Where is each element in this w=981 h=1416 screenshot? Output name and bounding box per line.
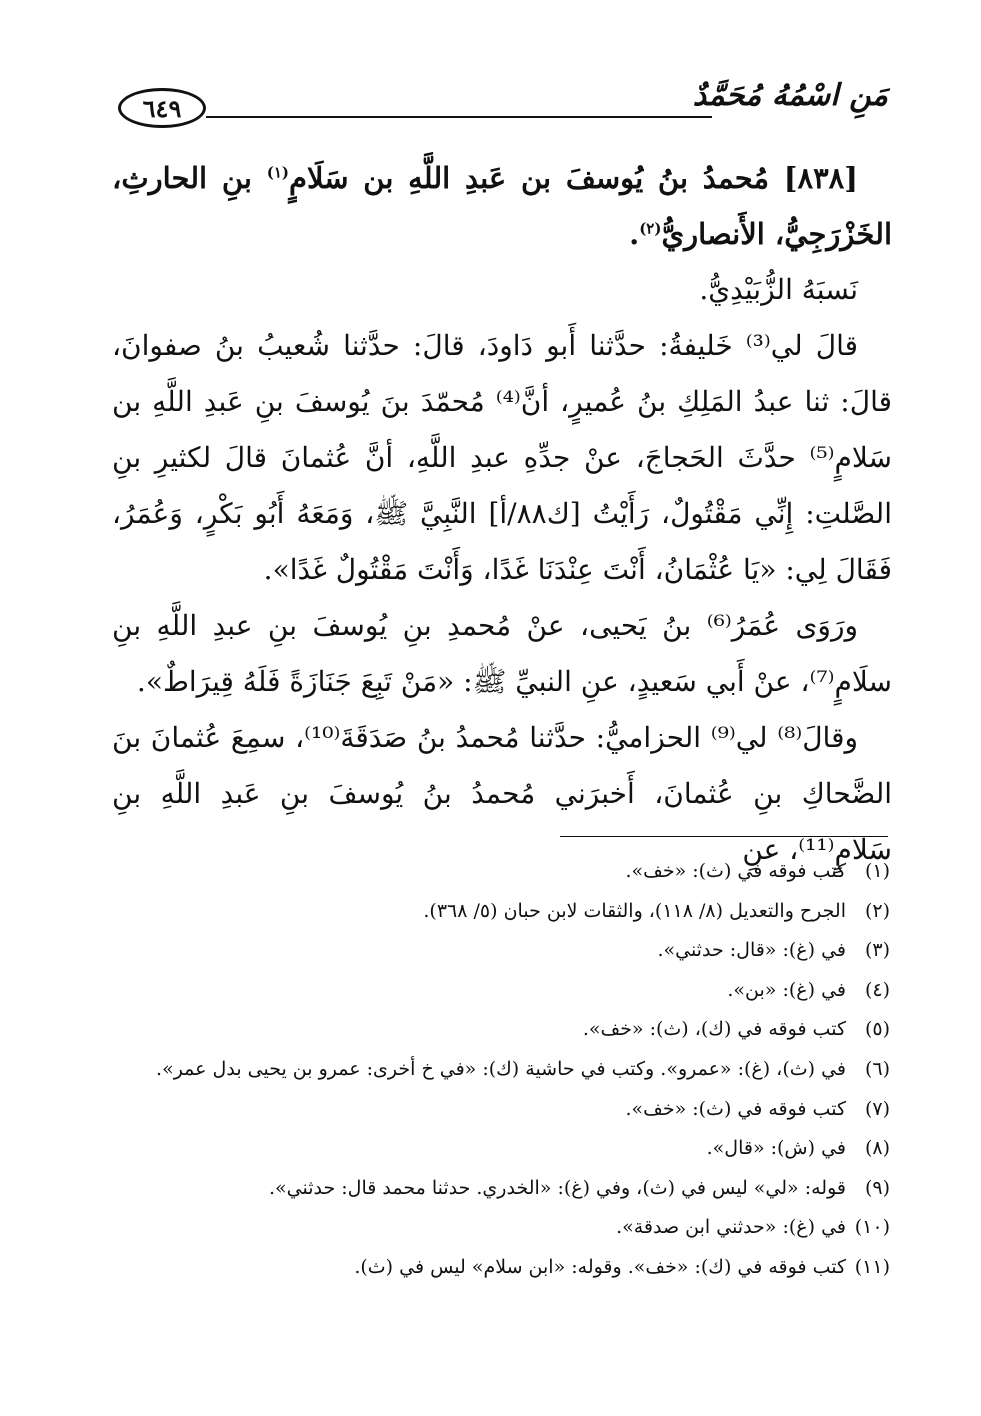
footnote-text: في (ش): «قال». <box>706 1137 846 1160</box>
footnote-ref: (٢) <box>639 219 662 238</box>
footnote-text: الجرح والتعديل (٨/ ١١٨)، والثقات لابن حبان (٥/ ٣٦٨). <box>423 899 846 922</box>
paragraph-lineage: نَسبَهُ الزُّبَيْدِيُّ. <box>699 273 858 306</box>
footnote-text: كتب فوقه في (ك): «خف». وقوله: «ابن سلام» ليس في (ث). <box>354 1255 846 1278</box>
entry-name-part2: بنِ الحارثِ، الخَزْرَجِيُّ، الأَنصاريُّ <box>112 161 892 251</box>
footnote-item <box>100 971 890 1011</box>
footnote-number: (٤) <box>864 978 890 1001</box>
footnote-item <box>100 1208 890 1248</box>
footnote-item <box>100 1248 890 1288</box>
footnote-number: (٢) <box>864 899 890 922</box>
running-title: مَنِ اسْمُهُ مُحَمَّدٌ <box>692 78 888 113</box>
footnote-ref: (١) <box>266 163 290 182</box>
footnote-item <box>100 1010 890 1050</box>
footnote-number: (١١) <box>854 1255 890 1278</box>
footnote-number: (٥) <box>864 1018 890 1041</box>
entry-number: [٨٣٨] <box>783 161 858 195</box>
footnote-item <box>100 1090 890 1130</box>
footnote-number: (٧) <box>864 1097 890 1120</box>
footnotes-list <box>100 852 890 1288</box>
entry-name-end: . <box>629 217 640 251</box>
footnote-number: (٣) <box>864 939 890 962</box>
footnote-text: كتب فوقه في (ث): «خف». <box>625 1097 846 1120</box>
footnote-text: في (غ): «حدثني ابن صدقة». <box>616 1216 846 1239</box>
footnote-item <box>100 931 890 971</box>
paragraph-narration-3: وقالَ⁽⁸⁾ لي⁽⁹⁾ الحزاميُّ: حدَّثنا مُحمدُ بنُ صَدَقَةَ⁽¹⁰⁾، سمِعَ عُثمانَ بنَ الضَّحاكِ بنِ عُثمانَ، أَخبرَني مُحمدُ بنُ يُوسفَ بنِ عَبدِ اللَّهِ بنِ سَلامٍ⁽¹¹⁾، عنِ <box>112 721 893 866</box>
page-header <box>118 78 888 138</box>
paragraph-narration-2: ورَوَى عُمَرُ⁽⁶⁾ بنُ يَحيى، عنْ مُحمدِ بنِ يُوسفَ بنِ عبدِ اللَّهِ بنِ سلَامٍ⁽⁷⁾، عنْ أَبي سَعيدٍ، عنِ النبيِّ ﷺ: «مَنْ تَبِعَ جَنَازَةً فَلَهُ قِيرَاطٌ». <box>112 609 892 698</box>
footnote-item <box>100 1129 890 1169</box>
footnote-divider <box>560 836 888 837</box>
paragraph-narration-1: قالَ لي⁽³⁾ خَليفةُ: حدَّثنا أَبو دَاودَ، قالَ: حدَّثنا شُعيبُ بنُ صفوانَ، قالَ: ثنا عبدُ المَلِكِ بنُ عُميرٍ، أنَّ⁽⁴⁾ مُحمّدَ بنَ يُوسفَ بنِ عَبدِ اللَّهِ بن سَلامٍ⁽⁵⁾ حدَّثَ الحَجاجَ، عنْ جدِّهِ عبدِ اللَّهِ، أنَّ عُثمانَ قالَ لكثيرِ بنِ الصَّلتِ: إِنِّي مَقْتُولٌ، رَأَيْتُ [ك٨٨/أ] النَّبِيَّ ﷺ، وَمَعَهُ أَبُو بَكْرٍ، وَعُمَرُ، فَقَالَ لِي: «يَا عُثْمَانُ، أَنْتَ عِنْدَنَا غَدًا، وَأَنْتَ مَقْتُولٌ غَدًا». <box>112 329 892 586</box>
main-text <box>112 150 892 878</box>
footnote-text: كتب فوقه في (ث): «خف». <box>625 860 846 882</box>
footnote-number: (٩) <box>864 1176 890 1199</box>
entry-heading <box>112 150 892 262</box>
footnote-item <box>100 1169 890 1209</box>
footnote-text: في (ث)، (غ): «عمرو». وكتب في حاشية (ك): «في خ أخرى: عمرو بن يحيى بدل عمر». <box>156 1057 846 1080</box>
footnote-number: (٦) <box>864 1057 890 1080</box>
footnote-text: قوله: «لي» ليس في (ث)، وفي (غ): «الخدري. حدثنا محمد قال: حدثني». <box>268 1176 846 1199</box>
footnote-number: (١) <box>864 860 890 882</box>
header-rule <box>206 116 712 118</box>
page-number: ٦٤٩ <box>118 88 206 128</box>
footnote-text: كتب فوقه في (ك)، (ث): «خف». <box>582 1018 846 1041</box>
footnote-text: في (غ): «بن». <box>727 978 846 1001</box>
entry-name-part1: مُحمدُ بنُ يُوسفَ بن عَبدِ اللَّهِ بن سَلَامٍ <box>289 161 770 195</box>
footnote-number: (١٠) <box>854 1216 890 1239</box>
footnote-number: (٨) <box>864 1137 890 1160</box>
footnote-item <box>100 892 890 932</box>
footnote-item <box>100 1050 890 1090</box>
footnote-item <box>100 852 890 892</box>
footnote-text: في (غ): «قال: حدثني». <box>657 939 846 962</box>
